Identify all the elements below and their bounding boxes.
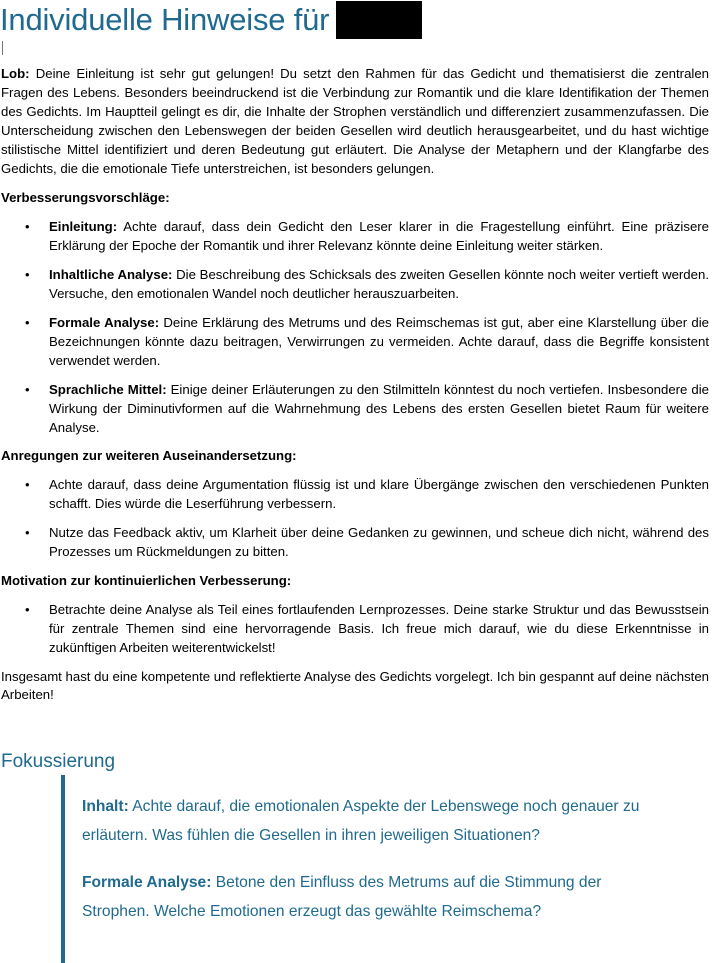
list-item: • Nutze das Feedback aktiv, um Klarheit über deine Gedanken zu gewinnen, und scheue dich nicht, während des Prozesses um Rückmeldungen zu bitten. (1, 524, 709, 562)
quote-bar (61, 775, 65, 963)
fokus-label: Inhalt: (82, 798, 129, 815)
motivation-heading: Motivation zur kontinuierlichen Verbesserung: (1, 572, 292, 588)
fokus-item-inhalt (82, 793, 642, 850)
item-text: Deine Erklärung des Metrums und des Reimschemas ist gut, aber eine Klarstellung über die Bezeichnungen könnte dazu beitragen, Verwirrungen zu vermeiden. Achte darauf, dass die Begriffe konsistent verwendet werden. (49, 314, 710, 368)
summary-paragraph: Insgesamt hast du eine kompetente und reflektierte Analyse des Gedichts vorgelegt. Ich bin gespannt auf deine nächsten Arbeiten! (1, 668, 709, 703)
lob-label: Lob: (1, 66, 30, 81)
lob-text: Deine Einleitung ist sehr gut gelungen! Du setzt den Rahmen für das Gedicht und thematisierst die zentralen Fragen des Lebens. Besonders beeindruckend ist die Verbindung zur Romantik und die klare Identifikation der Themen des Gedichts. Im Hauptteil gelingt es dir, die Inhalte der Strophen verständlich und differenziert zusammenzufassen. Die Unterscheidung zwischen den Lebenswegen der beiden Gesellen wird deutlich herausgearbeitet, und du hast wichtige stilistische Mittel identifiziert und deren Bedeutung gut erläutert. Die Analyse der Metaphern und der Klangfarbe des Gedichts, die die emotionale Tiefe unterstreichen, ist besonders gelungen. (1, 66, 709, 176)
item-label: Inhaltliche Analyse: (49, 267, 173, 283)
verbesserung-list (1, 218, 709, 437)
list-item: • Achte darauf, dass deine Argumentation flüssig ist und klare Übergänge zwischen den verschiedenen Punkten schafft. Dies würde die Leserführung verbessern. (1, 476, 709, 514)
feedback-body (1, 65, 709, 705)
fokus-text: Achte darauf, die emotionalen Aspekte der Lebenswege noch genauer zu erläutern. Was fühlen die Gesellen in ihren jeweiligen Situationen? (82, 798, 640, 844)
list-item: • Betrachte deine Analyse als Teil eines fortlaufenden Lernprozesses. Deine starke Struktur und das Bewusstsein für zentrale Themen sind eine hervorragende Basis. Ich freue mich darauf, wie du diese Erkenntnisse in zukünftigen Arbeiten weiterentwickelst! (1, 601, 709, 658)
item-text: Einige deiner Erläuterungen zu den Stilmitteln könntest du noch vertiefen. Insbesondere die Wirkung der Diminutivformen auf die Wahrnehmung des Lebens des ersten Gesellen bietet Raum für weitere Analyse. (49, 381, 710, 435)
text-cursor (2, 41, 3, 55)
fokus-label: Formale Analyse: (82, 874, 212, 891)
fokussierung-heading: Fokussierung (1, 751, 116, 772)
list-item (1, 381, 709, 438)
lob-paragraph (1, 65, 709, 178)
list-item (1, 314, 709, 371)
item-label: Einleitung: (49, 219, 118, 235)
title-row (0, 0, 422, 40)
fokussierung-quote (82, 793, 642, 926)
list-item (1, 218, 709, 256)
motivation-list (1, 601, 709, 658)
item-label: Sprachliche Mittel: (49, 381, 167, 397)
item-label: Formale Analyse: (49, 314, 160, 330)
redacted-name (336, 1, 422, 39)
list-item (1, 266, 709, 304)
item-text: Die Beschreibung des Schicksals des zweiten Gesellen könnte noch weiter vertieft werden. Versuche, den emotionalen Wandel noch deutlicher herauszuarbeiten. (49, 267, 709, 302)
item-text: Achte darauf, dass dein Gedicht den Leser klarer in die Fragestellung einführt. Eine präzisere Erklärung der Epoche der Romantik und ihrer Relevanz könnte deine Einleitung weiter stärken. (49, 219, 709, 254)
page-title: Individuelle Hinweise für (0, 2, 330, 37)
anregungen-heading: Anregungen zur weiteren Auseinandersetzung: (1, 448, 297, 464)
verbesserung-heading: Verbesserungsvorschläge: (1, 190, 170, 206)
fokus-item-formal (82, 869, 642, 926)
fokus-text: Betone den Einfluss des Metrums auf die Stimmung der Strophen. Welche Emotionen erzeugt das gewählte Reimschema? (82, 874, 602, 920)
anregungen-list (1, 476, 709, 562)
